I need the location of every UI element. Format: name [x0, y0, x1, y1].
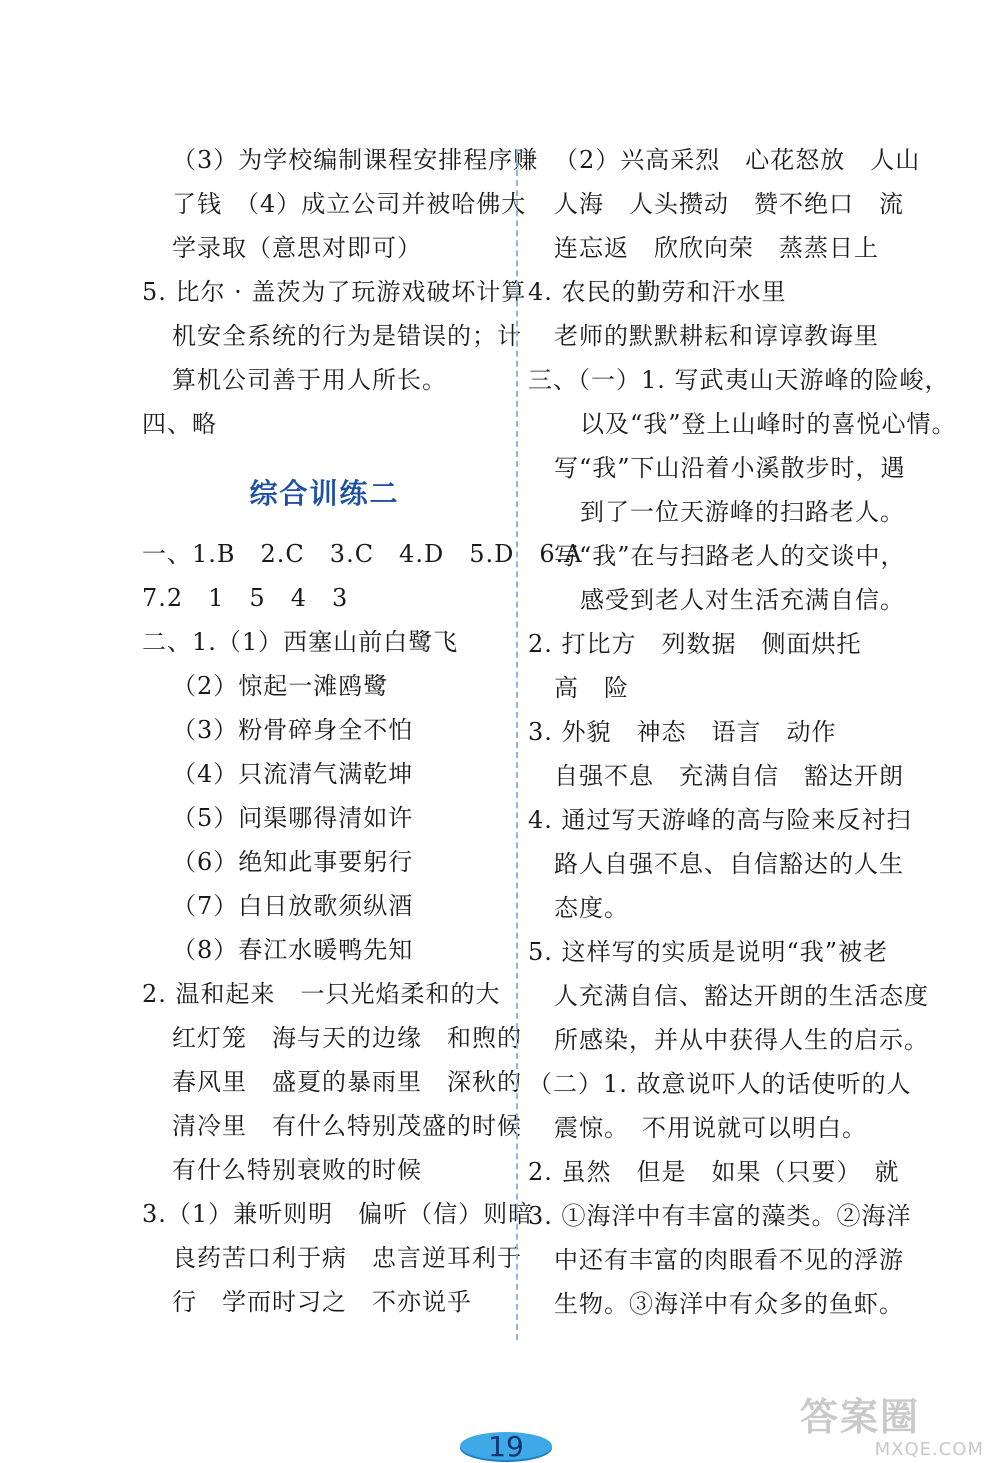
text-line: 良药苦口利于病 忠言逆耳利于 — [172, 1244, 522, 1272]
text-line: 3. ①海洋中有丰富的藻类。②海洋 — [528, 1202, 912, 1230]
text-line: 人充满自信、豁达开朗的生活态度 — [554, 982, 929, 1010]
left-column — [142, 138, 583, 1324]
page-number-badge: 19 — [460, 1432, 552, 1460]
text-line: 到了一位天游峰的扫路老人。 — [580, 498, 905, 526]
watermark-title: 答案圈 — [800, 1395, 921, 1439]
text-line: 行 学而时习之 不亦说乎 — [172, 1288, 472, 1316]
text-line: 2. 温和起来 一只光焰柔和的大 — [142, 980, 501, 1008]
text-line: 一、1.B 2.C 3.C 4.D 5.D 6.A — [142, 540, 583, 568]
text-line: 四、略 — [142, 410, 217, 438]
text-line: （3）为学校编制课程安排程序赚 — [172, 146, 539, 174]
watermark-url: MXQE.COM — [874, 1439, 984, 1460]
text-line: 红灯笼 海与天的边缘 和煦的 — [172, 1024, 522, 1052]
text-line: 高 险 — [554, 674, 629, 702]
text-line: 清冷里 有什么特别茂盛的时候 — [172, 1112, 522, 1140]
text-line: （二）1. 故意说吓人的话使听的人 — [528, 1070, 912, 1098]
text-line: 了钱 （4）成立公司并被哈佛大 — [172, 190, 527, 218]
text-line: 二、1.（1）西塞山前白鹭飞 — [142, 628, 459, 656]
text-line: （6）绝知此事要躬行 — [172, 848, 414, 876]
text-line: 5. 比尔 · 盖茨为了玩游戏破坏计算 — [142, 278, 527, 306]
right-column — [528, 138, 957, 1326]
watermark-logo — [800, 1395, 990, 1460]
text-line: 态度。 — [554, 894, 629, 922]
text-line: 老师的默默耕耘和谆谆教诲里 — [554, 322, 879, 350]
text-line: 写“我”在与扫路老人的交谈中， — [554, 542, 906, 570]
text-line: 人海 人头攒动 赞不绝口 流 — [554, 190, 904, 218]
text-line: 学录取（意思对即可） — [172, 234, 422, 262]
text-line: 震惊。 不用说就可以明白。 — [554, 1114, 867, 1142]
text-line: 3. 外貌 神态 语言 动作 — [528, 718, 837, 746]
text-line: 所感染，并从中获得人生的启示。 — [554, 1026, 929, 1054]
text-line: 7.2 1 5 4 3 — [142, 584, 349, 612]
text-line: 写“我”下山沿着小溪散步时，遇 — [554, 454, 906, 482]
text-line: 算机公司善于用人所长。 — [172, 366, 447, 394]
text-line: 4. 通过写天游峰的高与险来反衬扫 — [528, 806, 912, 834]
text-line: （8）春江水暖鸭先知 — [172, 936, 414, 964]
text-line: 春风里 盛夏的暴雨里 深秋的 — [172, 1068, 522, 1096]
text-line: 3.（1）兼听则明 偏听（信）则暗 — [142, 1200, 534, 1228]
text-line: 路人自强不息、自信豁达的人生 — [554, 850, 904, 878]
text-line: 4. 农民的勤劳和汗水里 — [528, 278, 787, 306]
text-line: 以及“我”登上山峰时的喜悦心情。 — [580, 410, 957, 438]
text-line: 2. 虽然 但是 如果（只要） 就 — [528, 1158, 900, 1186]
text-line: 机安全系统的行为是错误的；计 — [172, 322, 522, 350]
text-line: 自强不息 充满自信 豁达开朗 — [554, 762, 904, 790]
text-line: （4）只流清气满乾坤 — [172, 760, 414, 788]
text-line: 生物。③海洋中有众多的鱼虾。 — [554, 1290, 904, 1318]
text-line: （5）问渠哪得清如许 — [172, 804, 414, 832]
text-line: 2. 打比方 列数据 侧面烘托 — [528, 630, 862, 658]
text-line: （7）白日放歌须纵酒 — [172, 892, 414, 920]
text-line: （2）惊起一滩鸥鹭 — [172, 672, 389, 700]
text-line: 中还有丰富的肉眼看不见的浮游 — [554, 1246, 904, 1274]
text-line: 连忘返 欣欣向荣 蒸蒸日上 — [554, 234, 879, 262]
text-line: （2）兴高采烈 心花怒放 人山 — [554, 146, 921, 174]
column-divider — [516, 150, 518, 1340]
text-line: 5. 这样写的实质是说明“我”被老 — [528, 938, 889, 966]
text-line: （3）粉骨碎身全不怕 — [172, 716, 414, 744]
text-line: 三、（一）1. 写武夷山天游峰的险峻， — [528, 366, 950, 394]
text-line: 有什么特别衰败的时候 — [172, 1156, 422, 1184]
section-title: 综合训练二 — [249, 477, 400, 510]
text-line: 感受到老人对生活充满自信。 — [580, 586, 905, 614]
